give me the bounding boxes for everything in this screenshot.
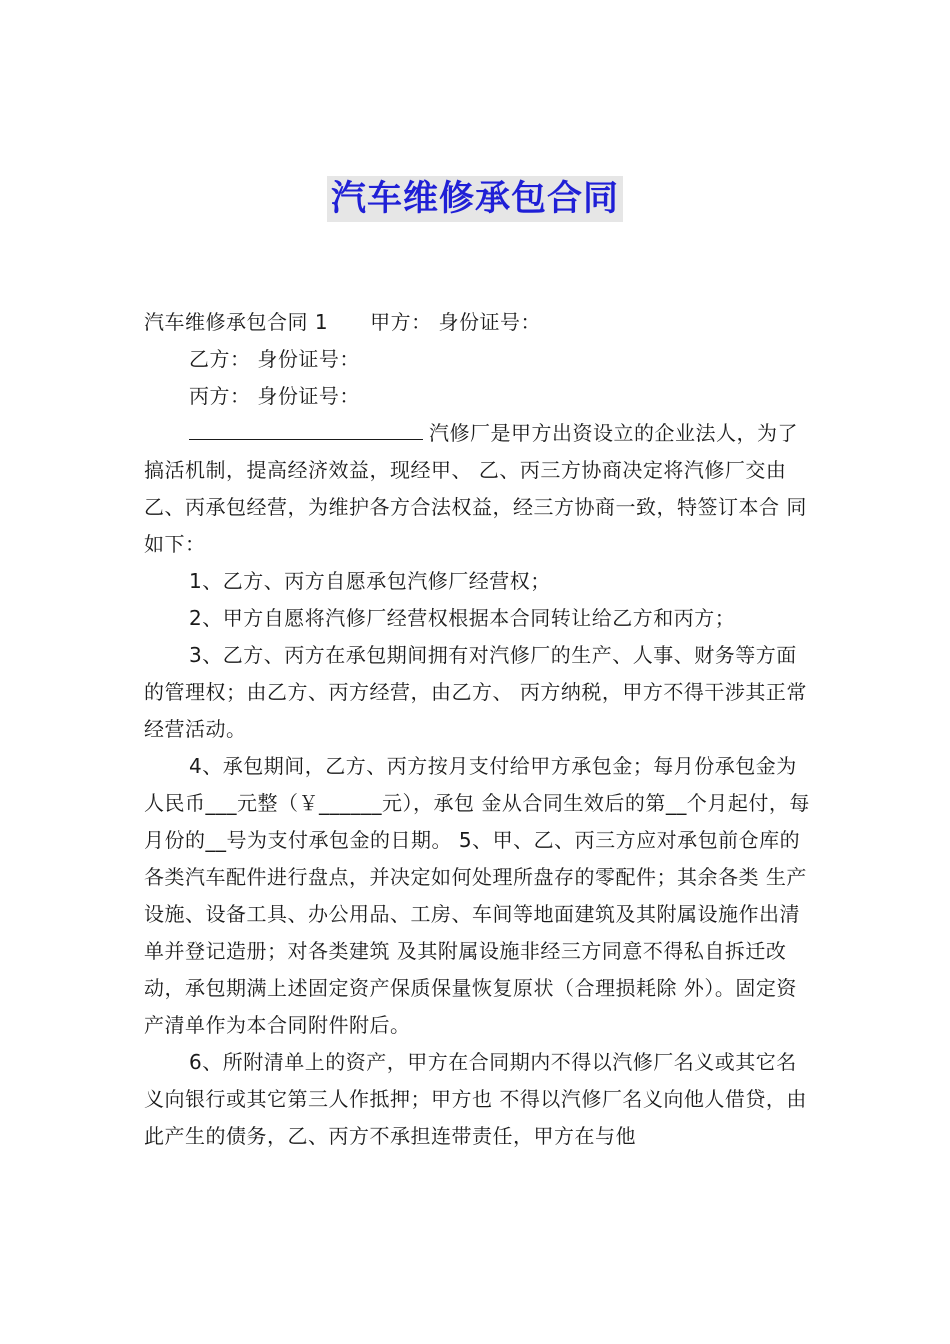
- title-container: [0, 176, 950, 222]
- clause-6: 6、所附清单上的资产，甲方在合同期内不得以汽修厂名义或其它名义向银行或其它第三人作抵押；甲方也 不得以汽修厂名义向他人借贷，由此产生的债务，乙、丙方不承担连带责任，甲方在与他: [144, 1050, 807, 1148]
- document-title: 汽车维修承包合同: [327, 176, 623, 222]
- clause-4-5: 4、承包期间，乙方、丙方按月支付给甲方承包金；每月份承包金为人民币___元整（￥______元），承包 金从合同生效后的第__个月起付，每月份的__号为支付承包金的日期。 5、甲、乙、丙三方应对承包前仓库的各类汽车配件进行盘点，并决定如何处理所盘存的零配件；其余各类 生产设施、设备工具、办公用品、工房、车间等地面建筑及其附属设施作出清单并登记造册；对各类建筑 及其附属设施非经三方同意不得私自拆迁改动，承包期满上述固定资产保质保量恢复原状（合理损耗除 外）。固定资产清单作为本合同附件附后。: [144, 754, 810, 1037]
- clause-3: 3、乙方、丙方在承包期间拥有对汽修厂的生产、人事、财务等方面的管理权；由乙方、丙方经营，由乙方、 丙方纳税，甲方不得干涉其正常经营活动。: [144, 643, 807, 741]
- party-b-line: 乙方： 身份证号：: [189, 347, 360, 371]
- name-blank: [189, 417, 423, 440]
- contract-name: 汽车维修承包合同 1: [144, 310, 329, 334]
- clause-2: 2、甲方自愿将汽修厂经营权根据本合同转让给乙方和丙方；: [189, 606, 736, 630]
- party-a-line: 甲方： 身份证号：: [370, 310, 541, 334]
- intro-paragraph: [144, 415, 810, 563]
- party-c-line: 丙方： 身份证号：: [189, 384, 360, 408]
- contract-body: [144, 304, 810, 1155]
- header-line: [144, 304, 810, 341]
- intro-text: 汽修厂是甲方出资设立的企业法人，为了搞活机制，提高经济效益，现经甲、 乙、丙三方协商决定将汽修厂交由乙、丙承包经营，为维护各方合法权益，经三方协商一致，特签订本合 同如下：: [144, 421, 807, 556]
- clause-1: 1、乙方、丙方自愿承包汽修厂经营权；: [189, 569, 551, 593]
